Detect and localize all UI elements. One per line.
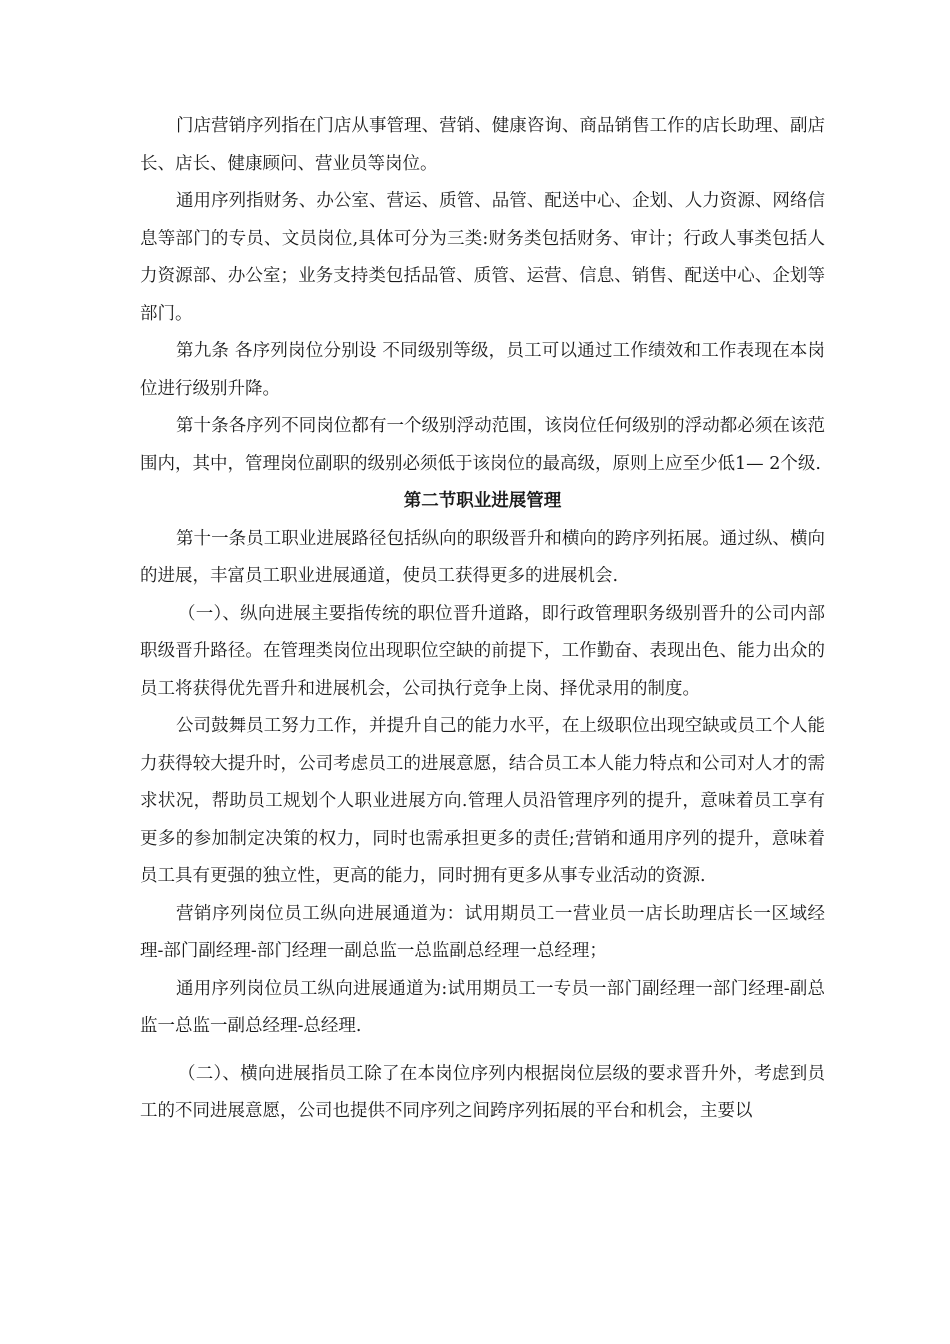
paragraph-horizontal-development: （二）、横向进展指员工除了在本岗位序列内根据岗位层级的要求晋升外，考虑到员工的不同进展意愿，公司也提供不同序列之间跨序列拓展的平台和机会，主要以 — [140, 1063, 825, 1121]
paragraph-general-sequence: 通用序列指财务、办公室、营运、质管、品管、配送中心、企划、人力资源、网络信息等部门的专员、文员岗位,具体可分为三类:财务类包括财务、审计；行政人事类包括人力资源部、办公室；业务支持类包括品管、质管、运营、信息、销售、配送中心、企划等部门。 — [140, 191, 825, 324]
paragraph-company-encouragement: 公司鼓舞员工努力工作，并提升自己的能力水平，在上级职位出现空缺或员工个人能力获得较大提升时，公司考虑员工的进展意愿，结合员工本人能力特点和公司对人才的需求状况，帮助员工规划个人职业进展方向.管理人员沿管理序列的提升，意味着员工享有更多的参加制定决策的权力，同时也需承担更多的责任;营销和通用序列的提升，意味着员工具有更强的独立性，更高的能力，同时拥有更多从事专业活动的资源. — [140, 716, 825, 886]
section-heading: 第二节职业进展管理 — [403, 491, 562, 511]
paragraph-article-11: 第十一条员工职业进展路径包括纵向的职级晋升和横向的跨序列拓展。通过纵、横向的进展，丰富员工职业进展通道，使员工获得更多的进展机会. — [140, 528, 825, 586]
paragraph-general-path: 通用序列岗位员工纵向进展通道为:试用期员工一专员一部门副经理一部门经理-副总监一总监一副总经理-总经理. — [140, 978, 825, 1036]
paragraph-article-9: 第九条 各序列岗位分别设 不同级别等级，员工可以通过工作绩效和工作表现在本岗位进行级别升降。 — [140, 341, 825, 399]
document-body — [140, 108, 825, 1131]
paragraph-article-10: 第十条各序列不同岗位都有一个级别浮动范围，该岗位任何级别的浮动都必须在该范围内，其中，管理岗位副职的级别必须低于该岗位的最高级，原则上应至少低1— 2个级. — [140, 416, 825, 474]
paragraph-store-marketing-sequence: 门店营销序列指在门店从事管理、营销、健康咨询、商品销售工作的店长助理、副店长、店长、健康顾问、营业员等岗位。 — [140, 116, 825, 174]
paragraph-marketing-path: 营销序列岗位员工纵向进展通道为：试用期员工一营业员一店长助理店长一区域经理-部门副经理-部门经理一副总监一总监副总经理一总经理； — [140, 903, 825, 961]
paragraph-vertical-development: （一）、纵向进展主要指传统的职位晋升道路，即行政管理职务级别晋升的公司内部职级晋升路径。在管理类岗位出现职位空缺的前提下，工作勤奋、表现出色、能力出众的员工将获得优先晋升和进展机会，公司执行竞争上岗、择优录用的制度。 — [140, 603, 825, 699]
